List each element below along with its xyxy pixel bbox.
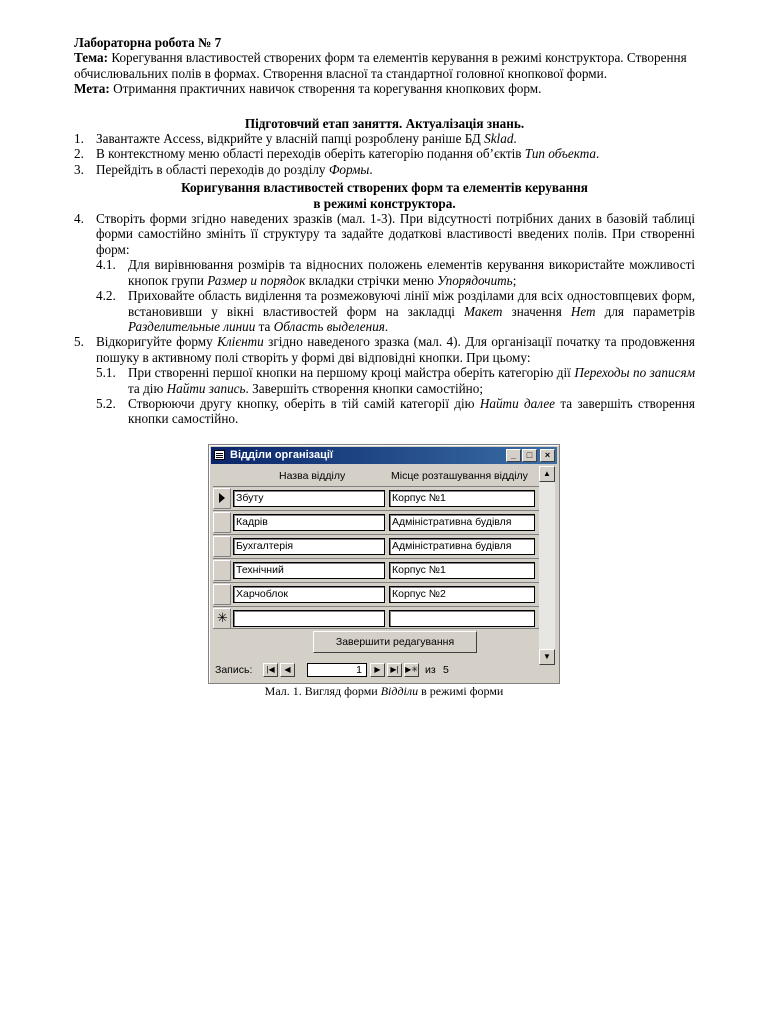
section1-title: Підготовчий етап заняття. Актуалізація знань. (244, 115, 525, 131)
finish-editing-button[interactable]: Завершити редагування (313, 631, 477, 653)
nav-total: 5 (443, 664, 449, 676)
vertical-scrollbar[interactable] (539, 466, 555, 665)
column-header-place: Місце розташування відділу (391, 470, 528, 482)
maximize-button[interactable]: □ (522, 449, 537, 462)
scroll-down-button[interactable]: ▼ (539, 649, 555, 665)
scroll-up-button[interactable]: ▲ (539, 466, 555, 482)
new-field-department-place[interactable] (389, 610, 535, 627)
list-item-4-2: 4.2. Приховайте область виділення та розмежовуючі лінії між розділами для всіх одностовпцевих форм, встановивши у вікні властивостей форм на закладці Макет значення Нет для параметрів Разделительные линии та Область выделения. (96, 288, 695, 334)
nav-label: Запись: (215, 664, 253, 676)
form-icon (214, 450, 225, 460)
new-record-button[interactable]: ▶✳ (404, 663, 419, 677)
record-selector[interactable] (213, 584, 231, 605)
list-item-5-2: 5.2. Створюючи другу кнопку, оберіть в тій самій категорії дію Найти далее та завершіть створення кнопки самостійно. (96, 395, 695, 427)
list-item-4: 4. Створіть форми згідно наведених зразків (мал. 1-3). При відсутності потрібних даних в базовій таблиці форми самостійно змініть її структуру та задайте додаткові властивості введених полів. При створенні форм: (74, 211, 695, 257)
record-navigation (211, 661, 539, 681)
current-record-input[interactable]: 1 (307, 663, 367, 677)
list-item-5: 5. Відкоригуйте форму Клієнти згідно наведеного зразка (мал. 4). Для організації початку та продовження пошуку в активному полі створіть у формі дві відповідні кнопки. При цьому: (74, 334, 695, 365)
goal: Мета: Отримання практичних навичок створення та корегування кнопкових форм. (74, 81, 542, 97)
lab-title: Лабораторна робота № 7 (74, 35, 222, 50)
field-department-name[interactable]: Бухгалтерія (233, 538, 385, 555)
list-item-2: 2. В контекстному меню області переходів оберіть категорію подання об’єктів Тип объекта. (74, 146, 600, 162)
record-selector[interactable] (213, 536, 231, 557)
figure-caption: Мал. 1. Вигляд форми Відділи в режимі форми (264, 684, 504, 698)
prev-record-button[interactable]: ◀ (280, 663, 295, 677)
list-item-5-1: 5.1. При створенні першої кнопки на першому кроці майстра оберіть категорію дії Переходы по записям та дію Найти запись. Завершіть створення кнопки самостійно; (96, 365, 695, 396)
nav-of-label: из (425, 664, 436, 676)
list-item-3: 3. Перейдіть в області переходів до розділу Формы. (74, 161, 373, 177)
title-bar[interactable] (211, 447, 557, 464)
field-department-name[interactable]: Харчоблок (233, 586, 385, 603)
field-department-name[interactable]: Технічний (233, 562, 385, 579)
next-record-button[interactable]: ▶ (370, 663, 385, 677)
field-department-place[interactable]: Корпус №1 (389, 490, 535, 507)
record-selector-current[interactable] (213, 488, 231, 509)
field-department-name[interactable]: Збуту (233, 490, 385, 507)
form-body (211, 466, 539, 659)
form-window (208, 444, 560, 684)
list-item-4-1: 4.1. Для вирівнювання розмірів та відносних положень елементів керування використайте можливості кнопок групи Размер и порядок вкладки стрічки меню Упорядочить; (96, 257, 695, 288)
document (74, 35, 695, 427)
field-department-place[interactable]: Корпус №2 (389, 586, 535, 603)
last-record-button[interactable]: ▶| (387, 663, 402, 677)
close-button[interactable]: × (540, 449, 555, 462)
record-selector[interactable] (213, 560, 231, 581)
new-field-department-name[interactable] (233, 610, 385, 627)
new-record-icon: ✳ (217, 610, 228, 625)
section2-title: Коригування властивостей створених форм та елементів керування в режимі конструктора. (181, 180, 588, 211)
list-item-1: 1. Завантажте Access, відкрийте у власній папці розроблену раніше БД Sklad. (74, 131, 517, 147)
first-record-button[interactable]: |◀ (263, 663, 278, 677)
field-department-place[interactable]: Корпус №1 (389, 562, 535, 579)
record-selector[interactable] (213, 512, 231, 533)
record-selector-new[interactable] (213, 608, 231, 629)
current-record-icon (219, 493, 225, 503)
minimize-button[interactable]: _ (506, 449, 521, 462)
field-department-place[interactable]: Адміністративна будівля (389, 538, 535, 555)
column-header-name: Назва відділу (279, 470, 346, 482)
topic: Тема: Корегування властивостей створених форм та елементів керування в режимі конструктора. Створення обчислювальних полів в формах. Створення власної та стандартної головної кнопкової форми. (74, 50, 687, 81)
window-title: Відділи організації (230, 449, 334, 461)
field-department-place[interactable]: Адміністративна будівля (389, 514, 535, 531)
field-department-name[interactable]: Кадрів (233, 514, 385, 531)
